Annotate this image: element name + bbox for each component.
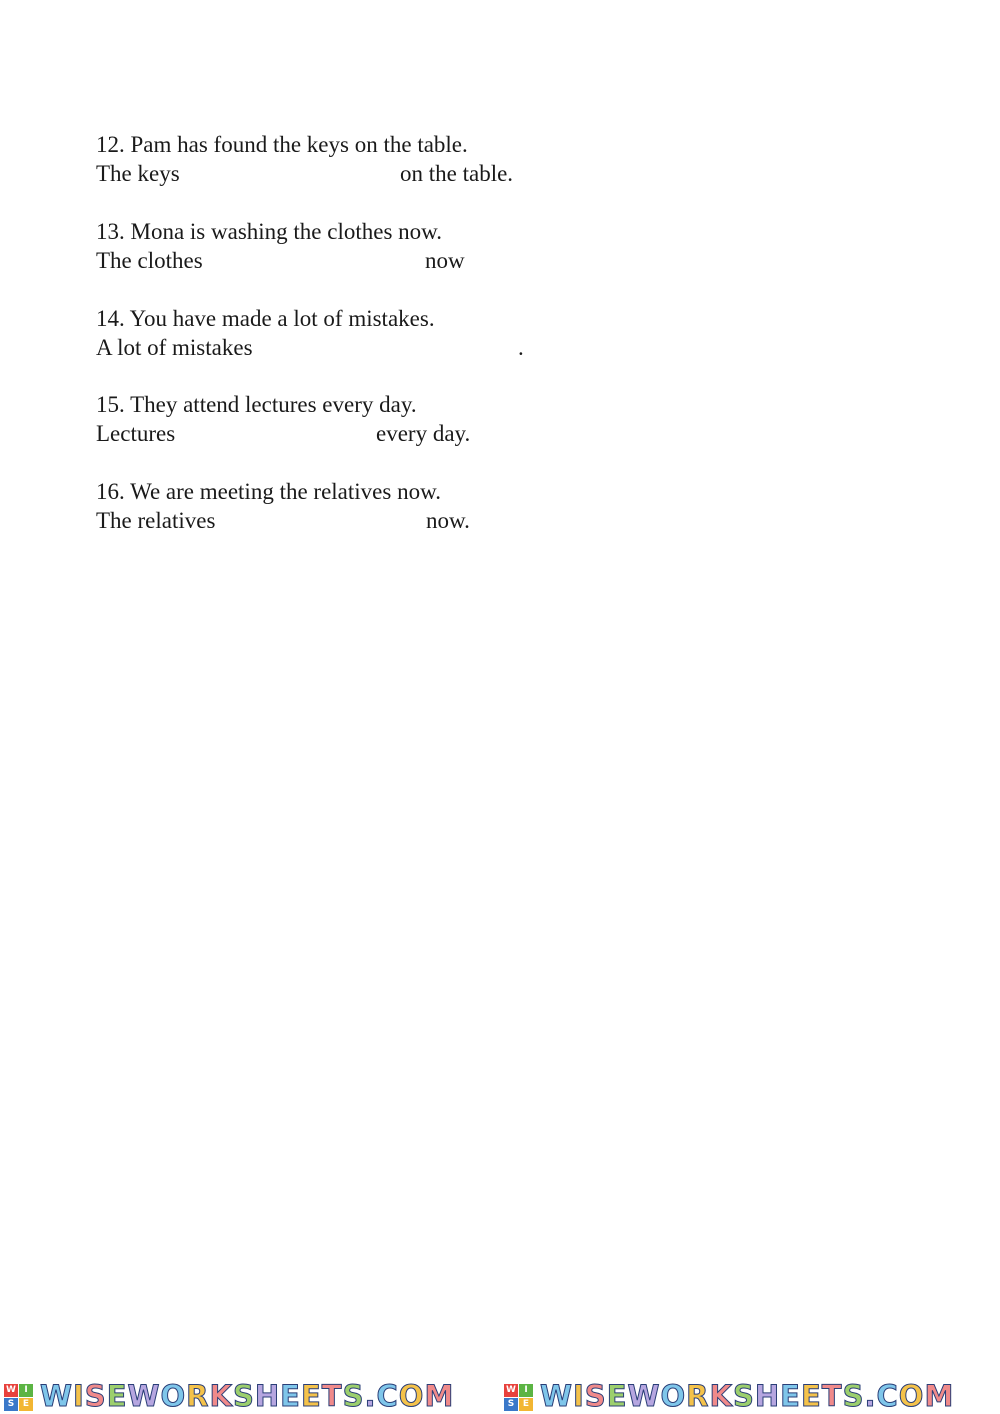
exercise-12-answer-start: The keys [96, 161, 180, 186]
exercise-13-prompt: 13. Mona is washing the clothes now. [96, 219, 443, 244]
logo-text: WISEWORKSHEETS.COM [40, 1379, 455, 1413]
wise-badge-icon [4, 1384, 34, 1412]
badge-letter: S [504, 1398, 518, 1411]
exercise-13-answer-start: The clothes [96, 248, 203, 273]
exercise-15-answer-end: every day. [376, 421, 471, 446]
exercise-14-prompt: 14. You have made a lot of mistakes. [96, 306, 435, 331]
exercise-16-prompt: 16. We are meeting the relatives now. [96, 479, 441, 504]
exercise-13-answer-end: now [425, 248, 465, 273]
exercise-15-prompt: 15. They attend lectures every day. [96, 392, 417, 417]
exercise-16-answer-end: now. [426, 508, 470, 533]
footer-watermark [0, 1374, 1000, 1413]
badge-letter: S [4, 1398, 18, 1411]
wise-badge-icon [504, 1384, 534, 1412]
badge-letter: I [519, 1384, 533, 1397]
badge-letter: W [504, 1384, 518, 1397]
exercise-15-answer-start: Lectures [96, 421, 176, 446]
exercise-14-answer-end: . [518, 335, 524, 360]
badge-letter: E [19, 1398, 33, 1411]
exercise-14-answer-start: A lot of mistakes [96, 335, 253, 360]
exercise-12-prompt: 12. Pam has found the keys on the table. [96, 132, 468, 157]
wiseworksheets-logo [4, 1378, 498, 1413]
logo-text: WISEWORKSHEETS.COM [540, 1379, 955, 1413]
badge-letter: W [4, 1384, 18, 1397]
wiseworksheets-logo [504, 1378, 998, 1413]
badge-letter: I [19, 1384, 33, 1397]
badge-letter: E [519, 1398, 533, 1411]
exercise-12-answer-end: on the table. [400, 161, 514, 186]
exercise-16-answer-start: The relatives [96, 508, 216, 533]
